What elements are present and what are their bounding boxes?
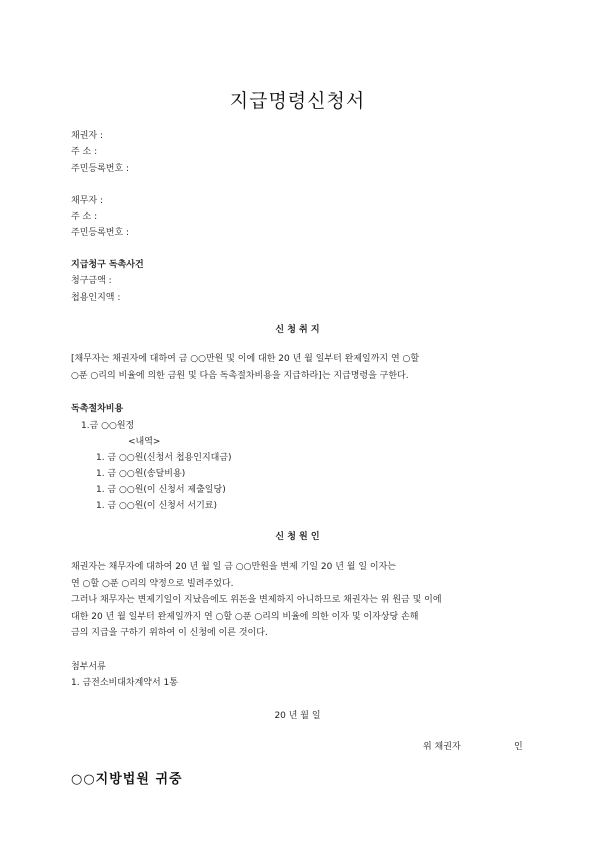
- seal-mark: 인: [514, 742, 523, 752]
- cause-line: 그러나 채무자는 변제기일이 지났음에도 위돈을 변제하지 아니하므로 채권자는 위 원금 및 이에: [71, 595, 442, 605]
- cause-line: 대한 20 년 월 일부터 완제일까지 연 ○할 ○푼 ○리의 비율에 의한 이자 및 이자상당 손해: [71, 611, 419, 622]
- costs-heading: 독촉절차비용: [71, 404, 124, 414]
- cost-item: 1. 금 ○○원(송달비용): [96, 469, 186, 479]
- stamp-fee-label: 첩용인지액 :: [71, 293, 121, 303]
- attachments-heading: 첨부서류: [71, 662, 106, 672]
- attachment-item: 1. 금전소비대차계약서 1통: [71, 678, 178, 688]
- court-addressee: ○○지방법원 귀중: [71, 772, 183, 787]
- creditor-id-label: 주민등록번호 :: [71, 164, 130, 174]
- purpose-heading: 신 청 취 지: [275, 325, 320, 335]
- creditor-address-label: 주 소 :: [71, 147, 98, 157]
- cause-line: 연 ○할 ○푼 ○리의 약정으로 빌려주었다.: [71, 578, 234, 589]
- cost-item: 1. 금 ○○원(이 신청서 제출일당): [96, 485, 226, 495]
- claim-amount-label: 청구금액 :: [71, 276, 112, 286]
- date-line: 20 년 월 일: [274, 711, 321, 721]
- costs-detail-label: <내역>: [128, 437, 161, 447]
- debtor-name-label: 채무자 :: [71, 196, 103, 206]
- cause-paragraph: [71, 559, 523, 642]
- purpose-line: [채무자는 채권자에 대하여 금 ○○만원 및 이에 대한 20 년 월 일부터 완제일까지 연 ○할: [71, 354, 420, 364]
- purpose-paragraph: [71, 351, 523, 384]
- cause-heading: 신 청 원 인: [275, 532, 320, 542]
- debtor-address-label: 주 소 :: [71, 212, 98, 222]
- creditor-name-label: 채권자 :: [71, 131, 103, 141]
- cause-line: 금의 지급을 구하기 위하여 이 신청에 이른 것이다.: [71, 628, 268, 638]
- debtor-id-label: 주민등록번호 :: [71, 228, 130, 238]
- document-title: 지급명령신청서: [229, 90, 366, 112]
- cost-item: 1. 금 ○○원(신청서 첩용인지대금): [96, 453, 232, 463]
- purpose-line: ○푼 ○리의 비율에 의한 금원 및 다음 독촉절차비용을 지급하라]는 지급명령을 구한다.: [71, 370, 409, 381]
- cost-item: 1. 금 ○○원(이 신청서 서기료): [96, 501, 218, 511]
- cause-line: 채권자는 채무자에 대하여 20 년 월 일 금 ○○만원을 변제 기일 20 년 월 일 이자는: [71, 562, 396, 572]
- signature-label: 위 채권자: [423, 742, 461, 752]
- case-heading: 지급청구 독촉사건: [71, 260, 144, 270]
- costs-total: 1.금 ○○원정: [81, 421, 135, 431]
